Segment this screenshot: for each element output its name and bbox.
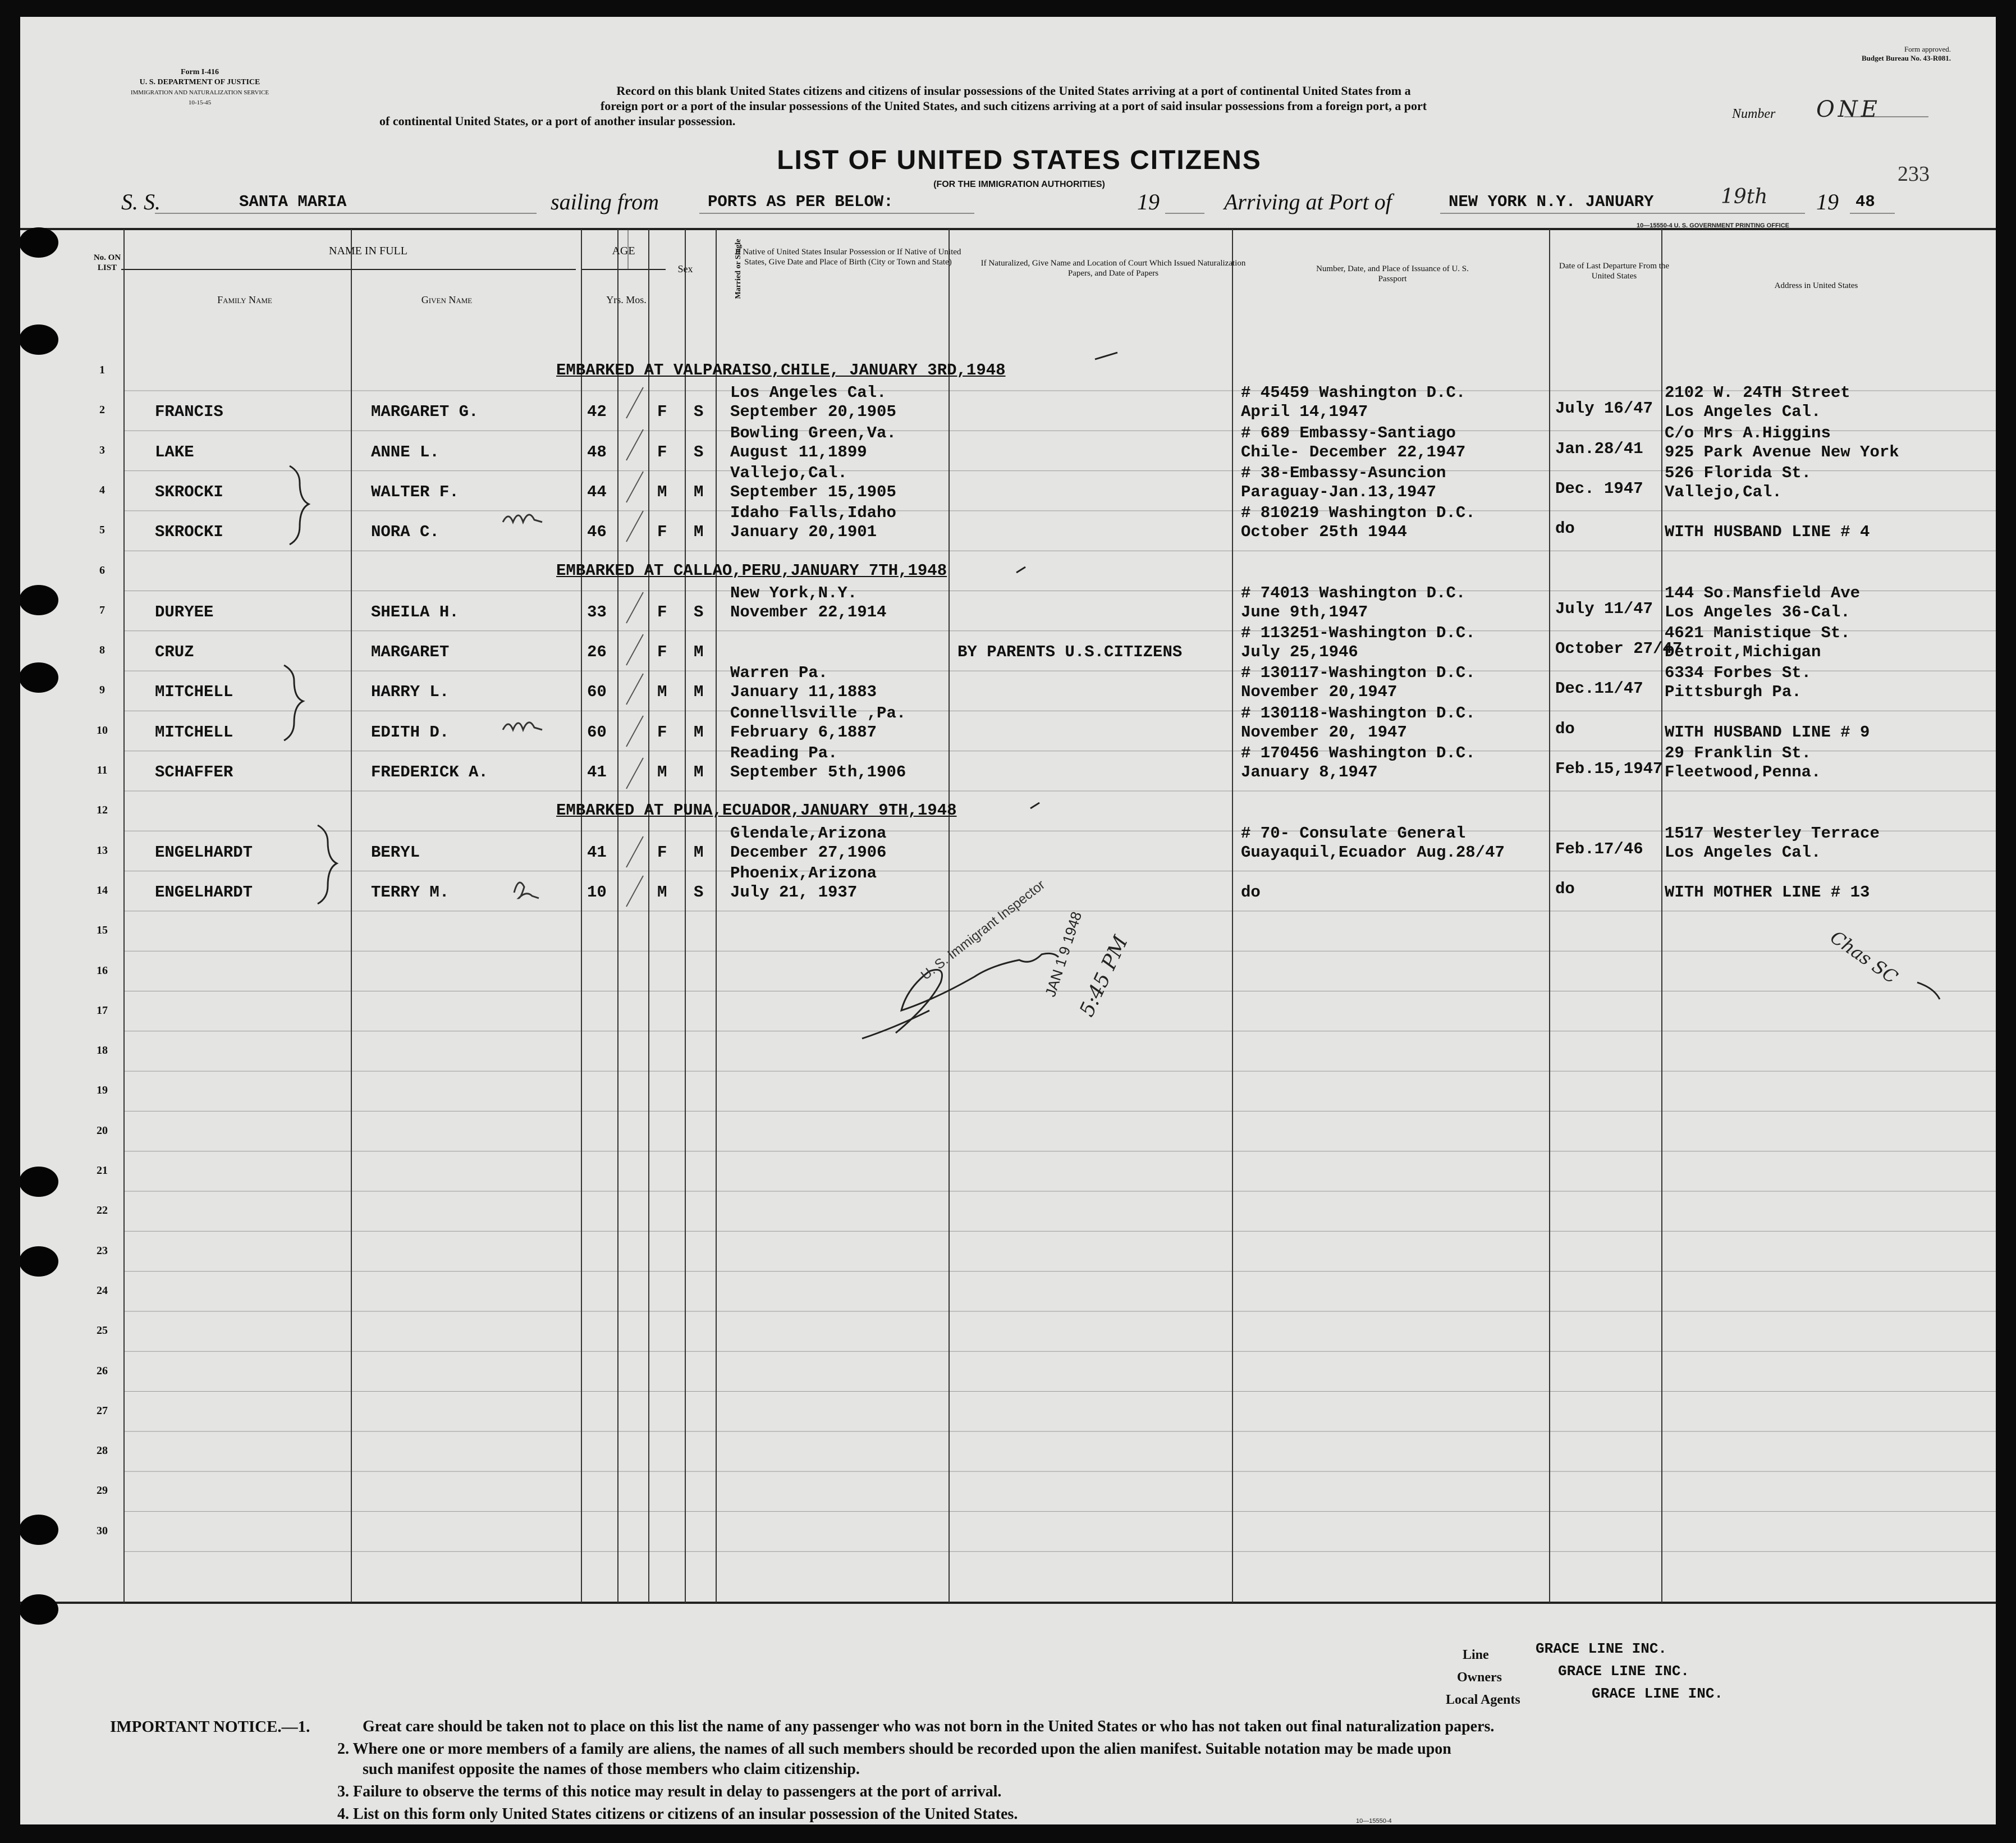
- service: IMMIGRATION AND NATURALIZATION SERVICE: [130, 89, 269, 96]
- marital-status: M: [694, 763, 704, 781]
- row-number: 17: [97, 1004, 108, 1017]
- address-line-1: 6334 Forbes St.: [1665, 664, 1812, 683]
- passport-number: # 38-Embassy-Asuncion: [1241, 463, 1446, 482]
- page-title: LIST OF UNITED STATES CITIZENS: [777, 145, 1262, 175]
- instructions-line: of continental United States, or a port of another insular possession.: [379, 114, 736, 128]
- last-departure: Dec.11/47: [1555, 679, 1643, 698]
- age-years: 44: [587, 482, 607, 501]
- punch-hole: [20, 1167, 58, 1197]
- notice-2b: such manifest opposite the names of those members who claim citizenship.: [363, 1760, 860, 1778]
- row-number: 21: [97, 1164, 108, 1177]
- age-years: 48: [587, 442, 607, 461]
- line-value: GRACE LINE INC.: [1536, 1640, 1667, 1657]
- family-name: CRUZ: [155, 643, 194, 662]
- address-line-2: Los Angeles 36-Cal.: [1665, 602, 1850, 621]
- sex: F: [657, 442, 667, 461]
- given-name: BERYL: [371, 843, 420, 862]
- col-no-on-list: No. ON LIST: [93, 253, 121, 272]
- row-number: 5: [99, 524, 105, 537]
- embarkation-heading: EMBARKED AT PUNA,ECUADOR,JANUARY 9TH,1948: [556, 801, 957, 820]
- birth-date: September 15,1905: [730, 482, 896, 501]
- notice-heading: IMPORTANT NOTICE.—1.: [110, 1718, 310, 1736]
- row-number: 15: [97, 924, 108, 937]
- sex: F: [657, 843, 667, 862]
- address-line-2: Los Angeles Cal.: [1665, 403, 1821, 422]
- given-name: ANNE L.: [371, 442, 439, 461]
- year-prefix: 19: [1816, 189, 1839, 214]
- family-name: MITCHELL: [155, 683, 233, 702]
- passport-date-place: January 8,1947: [1241, 763, 1378, 781]
- row-number: 23: [97, 1244, 108, 1257]
- sex: F: [657, 643, 667, 662]
- address-line-1: 2102 W. 24TH Street: [1665, 383, 1850, 403]
- address-line-2: 925 Park Avenue New York: [1665, 442, 1899, 461]
- age-years: 26: [587, 643, 607, 662]
- address-line-1: 526 Florida St.: [1665, 463, 1812, 482]
- ship-name: SANTA MARIA: [239, 193, 347, 211]
- punch-hole: [20, 585, 58, 615]
- form-number: Form I-416: [180, 68, 219, 76]
- sailing-from-label: sailing from: [551, 189, 659, 214]
- col-married-single: Married or Single: [734, 239, 743, 299]
- passport-date-place: Chile- December 22,1947: [1241, 442, 1466, 461]
- given-name: MARGARET: [371, 643, 450, 662]
- address-line-2: WITH MOTHER LINE # 13: [1665, 882, 1870, 902]
- last-departure: July 11/47: [1555, 599, 1653, 618]
- col-sex: Sex: [677, 263, 693, 275]
- last-departure: July 16/47: [1555, 399, 1653, 418]
- last-departure: Jan.28/41: [1555, 439, 1643, 458]
- instructions-line: Record on this blank United States citizens and citizens of insular possessions of the United States arriving at a port of continental United States from a: [616, 84, 1411, 98]
- row-number: 22: [97, 1204, 108, 1217]
- row-number: 2: [99, 404, 105, 417]
- row-number: 3: [99, 443, 105, 456]
- page-subtitle: (FOR THE IMMIGRATION AUTHORITIES): [933, 180, 1105, 189]
- arriving-day: 19th: [1721, 185, 1768, 208]
- notice-2a: 2. Where one or more members of a family are aliens, the names of all such members should be recorded upon the alien manifest. Suitable notation may be made upon: [337, 1740, 1451, 1758]
- instructions: [368, 83, 1659, 129]
- address-line-2: WITH HUSBAND LINE # 9: [1665, 722, 1870, 742]
- number-value: ONE: [1816, 97, 1881, 122]
- given-name: SHEILA H.: [371, 602, 459, 621]
- form-approved-text: Form approved.: [1904, 45, 1951, 53]
- birth-place: Idaho Falls,Idaho: [730, 504, 896, 523]
- age-years: 42: [587, 403, 607, 422]
- inspector-stamp: U. S. Immigrant Inspector: [918, 877, 1048, 984]
- birth-date: December 27,1906: [730, 843, 887, 862]
- age-years: 10: [587, 882, 607, 902]
- passport-date-place: do: [1241, 882, 1261, 902]
- embarkation-heading: EMBARKED AT CALLAO,PERU,JANUARY 7TH,1948: [556, 561, 947, 580]
- passport-number: # 45459 Washington D.C.: [1241, 383, 1466, 403]
- marital-status: M: [694, 523, 704, 542]
- col-departure: Date of Last Departure From the United States: [1559, 262, 1670, 281]
- row-number: 19: [97, 1084, 108, 1097]
- birth-place: Vallejo,Cal.: [730, 463, 847, 482]
- passport-date-place: October 25th 1944: [1241, 523, 1407, 542]
- row-number: 9: [99, 684, 105, 697]
- address-line-2: Vallejo,Cal.: [1665, 482, 1782, 501]
- birth-date: July 21, 1937: [730, 882, 858, 902]
- passport-date-place: Paraguay-Jan.13,1947: [1241, 482, 1437, 501]
- marital-status: S: [694, 602, 704, 621]
- last-departure: Feb.15,1947: [1555, 760, 1663, 778]
- birth-date: January 11,1883: [730, 683, 877, 702]
- birth-place: Los Angeles Cal.: [730, 383, 887, 403]
- owners-label: Owners: [1457, 1670, 1502, 1685]
- birth-place: Warren Pa.: [730, 664, 828, 683]
- department: U. S. DEPARTMENT OF JUSTICE: [139, 78, 260, 86]
- last-departure: Dec. 1947: [1555, 479, 1643, 498]
- century-label: 19: [1137, 189, 1160, 214]
- given-name: EDITH D.: [371, 722, 450, 742]
- last-departure: October 27/47: [1555, 639, 1683, 658]
- punch-hole: [20, 227, 58, 258]
- given-name: WALTER F.: [371, 482, 459, 501]
- stamp-time: 5:45 PM: [1075, 932, 1133, 1021]
- punch-hole: [20, 1246, 58, 1277]
- page-number: 233: [1898, 162, 1930, 186]
- marital-status: M: [694, 683, 704, 702]
- col-family-name: Family Name: [217, 294, 272, 305]
- family-name: DURYEE: [155, 602, 214, 621]
- passport-date-place: November 20, 1947: [1241, 722, 1407, 742]
- punch-hole: [20, 324, 58, 355]
- marital-status: M: [694, 843, 704, 862]
- age-years: 41: [587, 763, 607, 781]
- passport-date-place: July 25,1946: [1241, 643, 1358, 662]
- family-name: SCHAFFER: [155, 763, 233, 781]
- age-years: 41: [587, 843, 607, 862]
- row-number: 1: [99, 364, 105, 376]
- year-suffix: 48: [1855, 193, 1875, 211]
- passport-date-place: November 20,1947: [1241, 683, 1398, 702]
- birth-place: Connellsville ,Pa.: [730, 703, 906, 722]
- address-line-1: 4621 Manistique St.: [1665, 624, 1850, 643]
- birth-date: February 6,1887: [730, 722, 877, 742]
- given-name: HARRY L.: [371, 683, 450, 702]
- row-number: 11: [97, 764, 108, 776]
- marital-status: M: [694, 482, 704, 501]
- punch-hole: [20, 1594, 58, 1625]
- col-given-name: Given Name: [421, 294, 473, 305]
- row-number: 12: [97, 804, 108, 817]
- row-number: 29: [97, 1484, 108, 1497]
- stamp-date: JAN 1 9 1948: [1042, 909, 1085, 999]
- family-name: SKROCKI: [155, 482, 223, 501]
- family-name: ENGELHARDT: [155, 843, 253, 862]
- sex: F: [657, 722, 667, 742]
- passport-number: # 113251-Washington D.C.: [1241, 624, 1476, 643]
- birth-place: Reading Pa.: [730, 744, 838, 762]
- birth-place: Phoenix,Arizona: [730, 863, 877, 882]
- instructions-line: foreign port or a port of the insular possessions of the United States, and such citizens arriving at a port of said insular possessions from a foreign port, a port: [600, 99, 1427, 113]
- age-years: 46: [587, 523, 607, 542]
- passport-number: # 130118-Washington D.C.: [1241, 703, 1476, 722]
- col-passport: Number, Date, and Place of Issuance of U. S. Passport: [1316, 264, 1469, 283]
- line-label: Line: [1463, 1648, 1489, 1662]
- arriving-port: NEW YORK N.Y. JANUARY: [1449, 193, 1654, 211]
- col-address: Address in United States: [1774, 281, 1858, 290]
- passport-number: # 130117-Washington D.C.: [1241, 664, 1476, 683]
- form-date: 10-15-45: [188, 99, 212, 106]
- marital-status: M: [694, 643, 704, 662]
- passport-number: # 170456 Washington D.C.: [1241, 744, 1476, 762]
- age-years: 60: [587, 722, 607, 742]
- row-number: 14: [97, 884, 108, 897]
- printing-office-note: 10—15550-4 U. S. GOVERNMENT PRINTING OFFICE: [1637, 222, 1790, 229]
- row-number: 16: [97, 964, 108, 977]
- col-native: If Native of United States Insular Possession or If Native of United States, Give Date and Place of Birth (City or Town and State): [735, 248, 961, 267]
- sex: M: [657, 763, 667, 781]
- col-age: AGE: [612, 245, 635, 257]
- last-departure: do: [1555, 719, 1575, 738]
- row-number: 27: [97, 1404, 108, 1417]
- address-line-1: 1517 Westerley Terrace: [1665, 824, 1880, 843]
- sex: M: [657, 482, 667, 501]
- manifest-page: [20, 17, 1996, 1824]
- address-line-2: Detroit,Michigan: [1665, 643, 1821, 662]
- last-departure: Feb.17/46: [1555, 839, 1643, 858]
- sex: M: [657, 683, 667, 702]
- sex: F: [657, 403, 667, 422]
- margin-note: Chas SC: [1826, 926, 1902, 988]
- row-number: 20: [97, 1124, 108, 1137]
- passport-number: # 74013 Washington D.C.: [1241, 583, 1466, 602]
- given-name: FREDERICK A.: [371, 763, 488, 781]
- notice-4: 4. List on this form only United States citizens or citizens of an insular possession of the United States.: [337, 1805, 1018, 1823]
- family-name: SKROCKI: [155, 523, 223, 542]
- punch-hole: [20, 662, 58, 693]
- address-line-1: C/o Mrs A.Higgins: [1665, 423, 1831, 442]
- address-line-2: WITH HUSBAND LINE # 4: [1665, 523, 1870, 542]
- passport-number: # 70- Consulate General: [1241, 824, 1466, 843]
- col-yrs-mos: Yrs. Mos.: [606, 294, 647, 305]
- form-approval: [1783, 45, 1951, 63]
- budget-bureau-text: Budget Bureau No. 43-R081.: [1861, 54, 1951, 62]
- marital-status: M: [694, 722, 704, 742]
- row-number: 25: [97, 1324, 108, 1337]
- sex: M: [657, 882, 667, 902]
- row-number: 4: [99, 483, 105, 496]
- row-number: 24: [97, 1284, 108, 1297]
- row-number: 10: [97, 724, 108, 737]
- punch-hole: [20, 1515, 58, 1545]
- row-number: 13: [97, 844, 108, 857]
- birth-date: September 5th,1906: [730, 763, 906, 781]
- footer-print-code: 10—15550-4: [1356, 1818, 1392, 1824]
- passport-date-place: April 14,1947: [1241, 403, 1368, 422]
- marital-status: S: [694, 442, 704, 461]
- last-departure: do: [1555, 519, 1575, 538]
- family-name: MITCHELL: [155, 722, 233, 742]
- number-label: Number: [1732, 107, 1776, 121]
- col-name-in-full: NAME IN FULL: [329, 245, 407, 257]
- family-name: FRANCIS: [155, 403, 223, 422]
- sailing-from-value: PORTS AS PER BELOW:: [708, 193, 894, 211]
- address-line-2: Los Angeles Cal.: [1665, 843, 1821, 862]
- owners-value: GRACE LINE INC.: [1558, 1663, 1690, 1680]
- col-naturalized: If Naturalized, Give Name and Location of Court Which Issued Naturalization Papers, and Date of Papers: [980, 259, 1246, 278]
- address-line-2: Pittsburgh Pa.: [1665, 683, 1802, 702]
- birth-place: Glendale,Arizona: [730, 824, 887, 843]
- birth-place: New York,N.Y.: [730, 583, 858, 602]
- agents-label: Local Agents: [1446, 1693, 1520, 1707]
- sex: F: [657, 602, 667, 621]
- marital-status: S: [694, 403, 704, 422]
- birth-place: Bowling Green,Va.: [730, 423, 896, 442]
- marital-status: S: [694, 882, 704, 902]
- naturalization-info: BY PARENTS U.S.CITIZENS: [957, 643, 1183, 662]
- arriving-label: Arriving at Port of: [1224, 189, 1392, 214]
- passport-date-place: June 9th,1947: [1241, 602, 1368, 621]
- address-line-1: 29 Franklin St.: [1665, 744, 1812, 762]
- row-number: 7: [99, 603, 105, 616]
- row-number: 30: [97, 1524, 108, 1537]
- given-name: NORA C.: [371, 523, 439, 542]
- age-years: 33: [587, 602, 607, 621]
- sex: F: [657, 523, 667, 542]
- passport-number: # 810219 Washington D.C.: [1241, 504, 1476, 523]
- row-number: 8: [99, 644, 105, 657]
- passport-date-place: Guayaquil,Ecuador Aug.28/47: [1241, 843, 1505, 862]
- row-number: 26: [97, 1364, 108, 1377]
- given-name: MARGARET G.: [371, 403, 479, 422]
- last-departure: do: [1555, 879, 1575, 898]
- agents-value: GRACE LINE INC.: [1592, 1685, 1724, 1702]
- passport-number: # 689 Embassy-Santiago: [1241, 423, 1456, 442]
- birth-date: November 22,1914: [730, 602, 887, 621]
- row-number: 28: [97, 1444, 108, 1457]
- age-years: 60: [587, 683, 607, 702]
- notice-3: 3. Failure to observe the terms of this notice may result in delay to passengers at the port of arrival.: [337, 1783, 1002, 1800]
- ss-label: S. S.: [121, 189, 161, 214]
- embarkation-heading: EMBARKED AT VALPARAISO,CHILE, JANUARY 3RD,1948: [556, 361, 1006, 379]
- address-line-2: Fleetwood,Penna.: [1665, 763, 1821, 781]
- row-number: 6: [99, 564, 105, 577]
- given-name: TERRY M.: [371, 882, 450, 902]
- address-line-1: 144 So.Mansfield Ave: [1665, 583, 1861, 602]
- family-name: ENGELHARDT: [155, 882, 253, 902]
- form-id: [88, 67, 312, 108]
- birth-date: August 11,1899: [730, 442, 867, 461]
- family-name: LAKE: [155, 442, 194, 461]
- birth-date: January 20,1901: [730, 523, 877, 542]
- row-number: 18: [97, 1044, 108, 1057]
- notice-1: Great care should be taken not to place on this list the name of any passenger who was not born in the United States or who has not taken out final naturalization papers.: [363, 1718, 1495, 1735]
- birth-date: September 20,1905: [730, 403, 896, 422]
